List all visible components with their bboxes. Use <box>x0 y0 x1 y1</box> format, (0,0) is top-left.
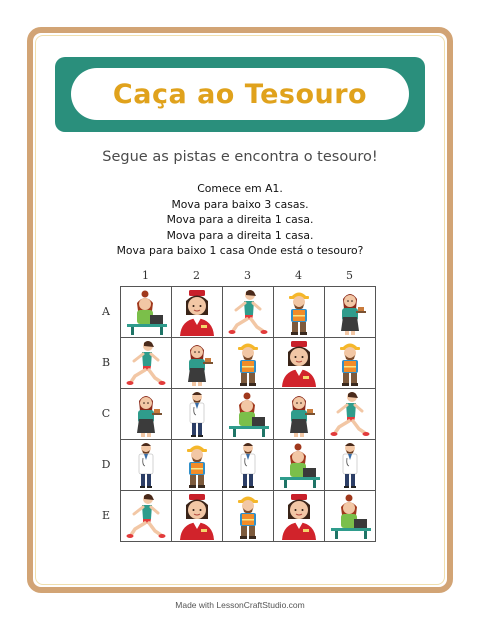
doctor-icon <box>172 389 222 439</box>
column-label: 2 <box>193 269 200 282</box>
flight-attendant-icon <box>172 287 222 337</box>
waiter-icon <box>325 287 375 337</box>
grid-cell-E5 <box>325 491 376 542</box>
clue-list <box>40 181 440 259</box>
grid-cell-B4 <box>274 338 325 389</box>
grid-cell-C3 <box>223 389 274 440</box>
treasure-grid <box>120 286 376 542</box>
column-label: 1 <box>142 269 149 282</box>
construction-worker-icon <box>172 440 222 490</box>
grid-cell-E1 <box>121 491 172 542</box>
grid-cell-A4 <box>274 287 325 338</box>
runner-icon <box>223 287 273 337</box>
grid-cell-A2 <box>172 287 223 338</box>
column-label: 5 <box>346 269 353 282</box>
flight-attendant-icon <box>274 338 324 388</box>
row-label: E <box>101 509 111 522</box>
column-label: 3 <box>244 269 251 282</box>
construction-worker-icon <box>325 338 375 388</box>
grid-cell-C5 <box>325 389 376 440</box>
clue-line: Mova para a direita 1 casa. <box>166 228 314 242</box>
clue-line: Mova para a direita 1 casa. <box>166 213 314 226</box>
doctor-icon <box>325 440 375 490</box>
runner-icon <box>325 389 375 439</box>
doctor-icon <box>223 440 273 490</box>
grid-cell-E4 <box>274 491 325 542</box>
grid-cell-A3 <box>223 287 274 338</box>
office-worker-icon <box>325 491 375 541</box>
waiter-icon <box>121 389 171 439</box>
doctor-icon <box>121 440 171 490</box>
office-worker-icon <box>121 287 171 337</box>
grid-cell-A1 <box>121 287 172 338</box>
grid-cell-D2 <box>172 440 223 491</box>
column-label: 4 <box>295 269 302 282</box>
grid-cell-A5 <box>325 287 376 338</box>
clue-line: Comece em A1. <box>197 182 283 195</box>
grid-cell-D3 <box>223 440 274 491</box>
grid-cell-C1 <box>121 389 172 440</box>
office-worker-icon <box>274 440 324 490</box>
grid-cell-D1 <box>121 440 172 491</box>
grid-cell-B1 <box>121 338 172 389</box>
grid-cell-B5 <box>325 338 376 389</box>
clue-line: Mova para baixo 3 casas. <box>171 197 309 211</box>
subtitle: Segue as pistas e encontra o tesouro! <box>102 149 378 165</box>
row-label: A <box>102 305 110 318</box>
construction-worker-icon <box>223 491 273 541</box>
office-worker-icon <box>223 389 273 439</box>
clue-line: Mova para baixo 1 casa Onde está o tesouro? <box>116 244 364 257</box>
grid-cell-E2 <box>172 491 223 542</box>
grid-cell-D5 <box>325 440 376 491</box>
grid-cell-C2 <box>172 389 223 440</box>
grid-cell-E3 <box>223 491 274 542</box>
construction-worker-icon <box>223 338 273 388</box>
grid-cell-B2 <box>172 338 223 389</box>
grid-cell-D4 <box>274 440 325 491</box>
construction-worker-icon <box>274 287 324 337</box>
grid-cell-C4 <box>274 389 325 440</box>
row-label: C <box>101 407 111 420</box>
row-label: D <box>101 458 111 471</box>
row-label: B <box>101 356 111 369</box>
waiter-icon <box>172 338 222 388</box>
grid-cell-B3 <box>223 338 274 389</box>
runner-icon <box>121 338 171 388</box>
footer-credit: Made with LessonCraftStudio.com <box>175 600 305 610</box>
runner-icon <box>121 491 171 541</box>
title-pill <box>71 68 409 120</box>
flight-attendant-icon <box>172 491 222 541</box>
waiter-icon <box>274 389 324 439</box>
page-title: Caça ao Tesouro <box>112 78 368 110</box>
flight-attendant-icon <box>274 491 324 541</box>
